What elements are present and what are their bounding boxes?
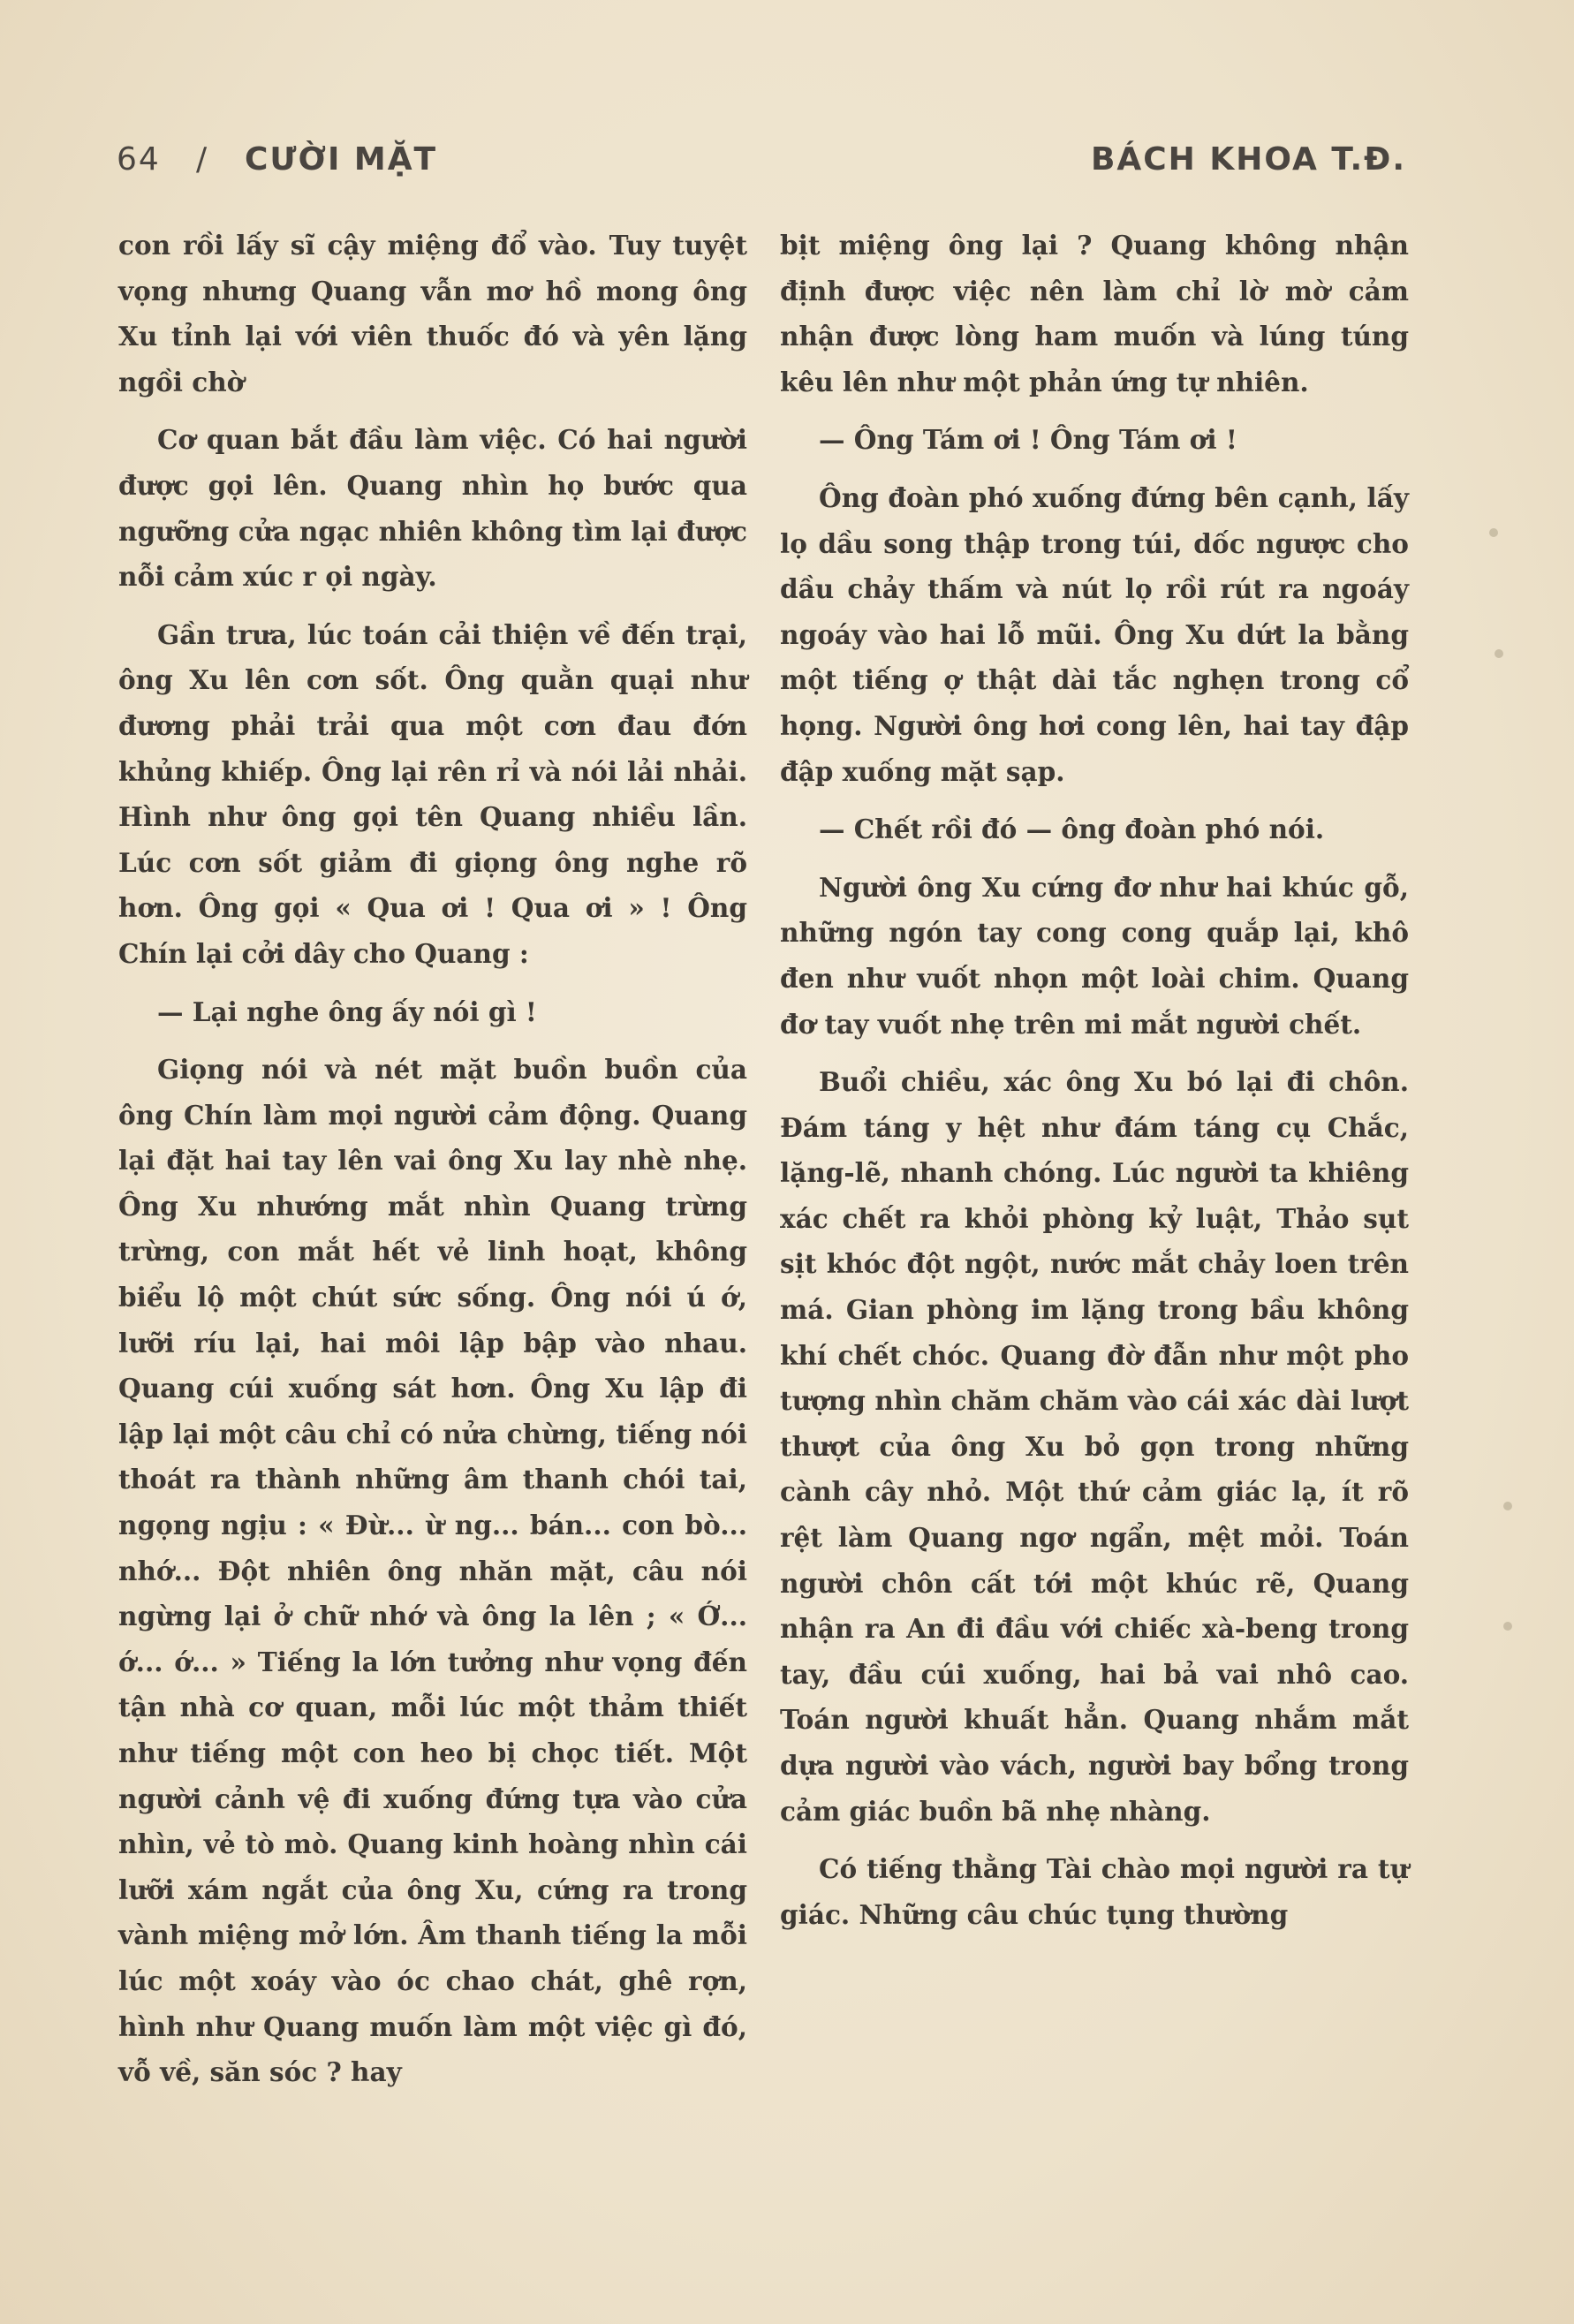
paragraph: con rồi lấy sĩ cậy miệng đổ vào. Tuy tuyệt vọng nhưng Quang vẫn mơ hồ mong ông Xu tỉnh lại với viên thuốc đó và yên lặng ngồi chờ [118, 230, 747, 397]
margin-speck [1503, 1502, 1512, 1510]
paragraph: Có tiếng thằng Tài chào mọi người ra tự giác. Những câu chúc tụng thường [780, 1853, 1409, 1930]
margin-speck [1503, 1622, 1512, 1631]
paragraph: Người ông Xu cứng đơ như hai khúc gỗ, những ngón tay cong cong quắp lại, khô đen như vuốt nhọn một loài chim. Quang đơ tay vuốt nhẹ trên mi mắt người chết. [780, 871, 1409, 1040]
paragraph: Giọng nói và nét mặt buồn buồn của ông Chín làm mọi người cảm động. Quang lại đặt hai tay lên vai ông Xu lay nhè nhẹ. Ông Xu nhướng mắt nhìn Quang trừng trừng, con mắt hết vẻ linh hoạt, không biểu lộ một chút sức sống. Ông nói ú ớ, lưỡi ríu lại, hai môi lập bập vào nhau. Quang cúi xuống sát hơn. Ông Xu lập đi lập lại một câu chỉ có nửa chừng, tiếng nói thoát ra thành những âm thanh chói tai, ngọng ngịu : « Đừ... ừ ng... bán... con bò... nhớ... Đột nhiên ông nhăn mặt, câu nói ngừng lại ở chữ nhớ và ông la lên ; « Ớ... ớ... ớ... » Tiếng la lớn tưởng như vọng đến tận nhà cơ quan, mỗi lúc một thảm thiết như tiếng một con heo bị chọc tiết. Một người cảnh vệ đi xuống đứng tựa vào cửa nhìn, vẻ tò mò. Quang kinh hoàng nhìn cái lưỡi xám ngắt của ông Xu, cứng ra trong vành miệng mở lớn. Âm thanh tiếng la mỗi lúc một xoáy vào óc chao chát, ghê rợn, hình như Quang muốn làm một việc gì đó, vỗ về, săn sóc ? hay [118, 1054, 747, 2088]
right-column [780, 223, 1409, 1949]
paragraph: Cơ quan bắt đầu làm việc. Có hai người được gọi lên. Quang nhìn họ bước qua ngưỡng cửa ngạc nhiên không tìm lại được nỗi cảm xúc r ọi ngày. [118, 424, 747, 593]
margin-speck [1495, 649, 1503, 658]
paragraph: bịt miệng ông lại ? Quang không nhận định được việc nên làm chỉ lờ mờ cảm nhận được lòng ham muốn và lúng túng kêu lên như một phản ứng tự nhiên. [780, 230, 1409, 397]
header-separator: / [196, 141, 209, 178]
page-number: 64 [117, 141, 161, 178]
dialogue-line: — Lại nghe ông ấy nói gì ! [157, 995, 537, 1027]
page-header [117, 141, 1406, 185]
paragraph: Buổi chiều, xác ông Xu bó lại đi chôn. Đám táng y hệt như đám táng cụ Chắc, lặng-lẽ, nhanh chóng. Lúc người ta khiêng xác chết ra khỏi phòng kỷ luật, Thảo sụt sịt khóc đột ngột, nước mắt chảy loen trên má. Gian phòng im lặng trong bầu không khí chết chóc. Quang đờ đẫn như một pho tượng nhìn chăm chăm vào cái xác dài lượt thượt của ông Xu bỏ gọn trong những cành cây nhỏ. Một thứ cảm giác lạ, ít rõ rệt làm Quang ngơ ngẩn, mệt mỏi. Toán người chôn cất tới một khúc rẽ, Quang nhận ra An đi đầu với chiếc xà-beng trong tay, đầu cúi xuống, hai bả vai nhô cao. Toán người khuất hẳn. Quang nhắm mắt dựa người vào vách, người bay bổng trong cảm giác buồn bã nhẹ nhàng. [780, 1066, 1409, 1827]
paragraph: Gần trưa, lúc toán cải thiện về đến trại, ông Xu lên cơn sốt. Ông quằn quại như đương phải trải qua một cơn đau đớn khủng khiếp. Ông lại rên rỉ và nói lải nhải. Hình như ông gọi tên Quang nhiều lần. Lúc cơn sốt giảm đi giọng ông nghe rõ hơn. Ông gọi « Qua ơi ! Qua ơi » ! Ông Chín lại cởi dây cho Quang : [118, 618, 747, 969]
magazine-title: BÁCH KHOA T.Đ. [1090, 141, 1406, 178]
margin-speck [1489, 528, 1498, 537]
article-title: CƯỜI MẶT [245, 141, 438, 178]
left-column [118, 223, 747, 2108]
paragraph: Ông đoàn phó xuống đứng bên cạnh, lấy lọ dầu song thập trong túi, dốc ngược cho dầu chảy thấm và nút lọ rồi rút ra ngoáy ngoáy vào hai lỗ mũi. Ông Xu dứt la bằng một tiếng ợ thật dài tắc nghẹn trong cổ họng. Người ông hơi cong lên, hai tay đập đập xuống mặt sạp. [780, 481, 1409, 787]
dialogue-line: — Ông Tám ơi ! Ông Tám ơi ! [819, 424, 1237, 456]
dialogue-line: — Chết rồi đó — ông đoàn phó nói. [819, 814, 1325, 845]
